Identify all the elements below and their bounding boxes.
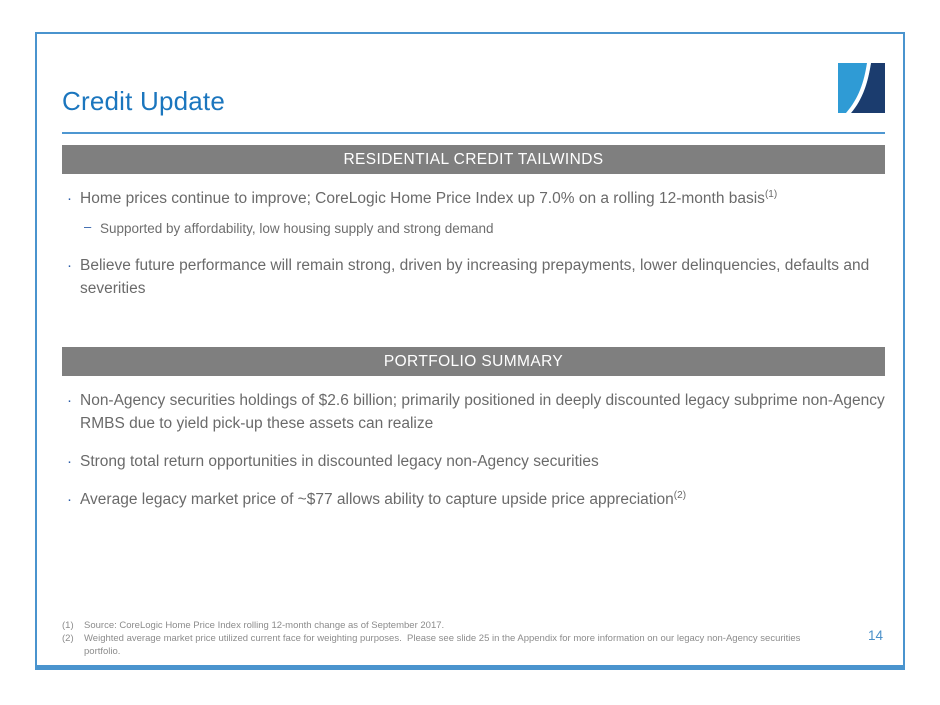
- footnote-text: Source: CoreLogic Home Price Index rolling 12-month change as of September 2017.: [84, 620, 445, 631]
- bullet-dot-icon: ·: [67, 392, 72, 409]
- footnote-text: Weighted average market price utilized current face for weighting purposes. Please see slide 25 in the Appendix for more information on our legacy non-Agency securities portfolio.: [84, 633, 804, 657]
- footnote-1: [62, 619, 813, 632]
- bullet-dot-icon: ·: [67, 190, 72, 207]
- bullet-text-main: Average legacy market price of ~$77 allows ability to capture upside price appreciation: [80, 491, 674, 508]
- bullet-believe-future: [62, 254, 885, 300]
- footnote-ref-1: (1): [764, 188, 778, 200]
- bullet-text: [80, 488, 885, 511]
- section-banner-portfolio-summary: PORTFOLIO SUMMARY: [62, 347, 885, 376]
- bullet-dot-icon: ·: [67, 453, 72, 470]
- page-title: Credit Update: [62, 86, 226, 116]
- bullet-strong-total-return: [62, 450, 885, 473]
- bullet-text: Believe future performance will remain strong, driven by increasing prepayments, lower delinquencies, defaults and severities: [80, 257, 870, 297]
- bullet-text: Non-Agency securities holdings of $2.6 billion; primarily positioned in deeply discounted legacy subprime non-Agency RMBS due to yield pick-up these assets can realize: [80, 392, 885, 432]
- bullet-dot-icon: ·: [67, 491, 72, 508]
- bullet-text: [80, 187, 885, 210]
- slide-content: [62, 34, 885, 511]
- bullet-home-prices: [62, 187, 885, 210]
- footnote-2: [62, 632, 813, 658]
- dash-icon: –: [84, 219, 92, 234]
- page-number: 14: [867, 628, 883, 643]
- bullet-text: Strong total return opportunities in discounted legacy non-Agency securities: [80, 453, 599, 470]
- sub-bullet-supported-by: [84, 219, 885, 238]
- footnote-ref-2: (2): [673, 489, 687, 501]
- footnote-number: (1): [62, 620, 74, 631]
- bullet-text-main: Home prices continue to improve; CoreLogic Home Price Index up 7.0% on a rolling 12-month basis: [80, 190, 765, 207]
- footnotes: [62, 619, 813, 658]
- slide-frame: [35, 32, 905, 670]
- section-banner-residential-credit-tailwinds: RESIDENTIAL CREDIT TAILWINDS: [62, 145, 885, 174]
- sub-bullet-text: Supported by affordability, low housing supply and strong demand: [100, 221, 494, 236]
- footnote-number: (2): [62, 633, 74, 644]
- bullet-average-legacy-price: [62, 488, 885, 511]
- bullet-non-agency-holdings: [62, 389, 885, 435]
- title-divider: [62, 132, 885, 134]
- bullet-dot-icon: ·: [67, 257, 72, 274]
